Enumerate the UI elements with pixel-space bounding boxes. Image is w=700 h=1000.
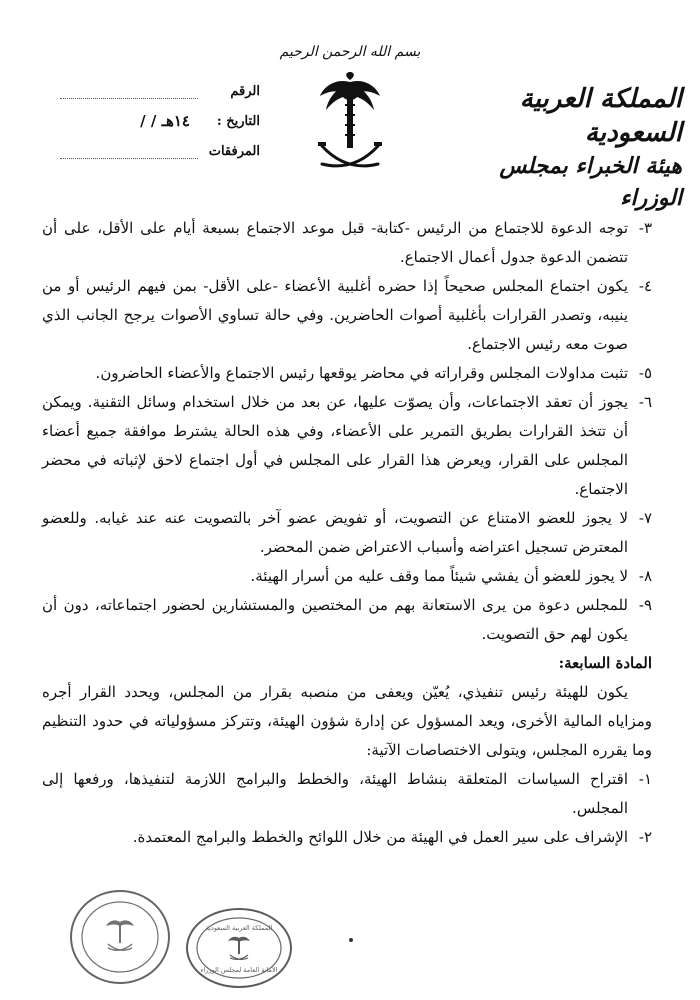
list-item: ٦- يجوز أن تعقد الاجتماعات، وأن يصوّت عليها، عن بعد من خلال استخدام وسائل التقنية. ويمكن أن تتخذ القرارات بطريق التمرير على الأعضاء، وفي هذه الحالة يشترط موافقة جميع أعضاء المجلس على القرار، ويعرض هذا القرار على المجلس في أول اجتماع لاحق لإثباته في محضر الاجتماع. bbox=[42, 393, 652, 498]
org-line-2: هيئة الخبراء بمجلس الوزراء bbox=[499, 153, 682, 211]
list-item: ٤- يكون اجتماع المجلس صحيحاً إذا حضره أغلبية الأعضاء -على الأقل- بمن فيهم الرئيس أو من ينيبه، وتصدر القرارات بأغلبية أصوات الحاضرين. وفي حالة تساوي الأصوات يرجح الجانب الذي صوت معه رئيس الاجتماع. bbox=[42, 277, 652, 353]
official-seal-icon bbox=[70, 890, 170, 984]
organization-name bbox=[442, 82, 682, 214]
stamp-text-top: المملكة العربية السعودية bbox=[205, 924, 273, 932]
list-item: ٧- لا يجوز للعضو الامتناع عن التصويت، أو تفويض عضو آخر بالتصويت عنه عند غيابه. وللعضو المعترض تسجيل اعتراضه وأسباب الاعتراض ضمن المحضر. bbox=[42, 509, 652, 556]
stamp-text-bottom: الأمانة العامة لمجلس الوزراء bbox=[200, 966, 278, 974]
article-heading: المادة السابعة: bbox=[558, 654, 652, 672]
list-item: ٣- توجه الدعوة للاجتماع من الرئيس -كتابة- قبل موعد الاجتماع بسبعة أيام على الأقل، على أن تتضمن الدعوة جدول أعمال الاجتماع. bbox=[42, 219, 652, 266]
list-item: ٩- للمجلس دعوة من يرى الاستعانة بهم من المختصين والمستشارين لحضور اجتماعاته، دون أن يكون لهم حق التصويت. bbox=[42, 596, 652, 643]
page-mark bbox=[349, 938, 353, 942]
list-item: ٨- لا يجوز للعضو أن يفشي شيئاً مما وقف عليه من أسرار الهيئة. bbox=[250, 567, 652, 585]
article-intro: يكون للهيئة رئيس تنفيذي، يُعيّن ويعفى من منصبه بقرار من المجلس، ويحدد القرار أجره ومزاياه المالية الأخرى، ويعد المسؤول عن إدارة شؤون الهيئة، وتتركز مسؤولياته في حدود التنظيم وما يقرره المجلس، ويتولى الاختصاصات الآتية: bbox=[42, 683, 652, 759]
date-value: / / ١٤هـ bbox=[140, 112, 190, 130]
basmala: بسم الله الرحمن الرحيم bbox=[279, 44, 421, 60]
attachments-line bbox=[60, 158, 198, 159]
org-line-1: المملكة العربية السعودية bbox=[519, 84, 682, 148]
attachments-row bbox=[30, 144, 260, 174]
ref-row bbox=[30, 84, 260, 114]
date-row bbox=[30, 114, 260, 144]
document-meta bbox=[30, 84, 260, 174]
document-body bbox=[42, 214, 652, 852]
secretariat-seal-icon bbox=[186, 908, 292, 988]
attachments-label: المرفقات bbox=[208, 144, 260, 159]
saudi-emblem-icon bbox=[316, 72, 384, 180]
list-item: ٥- تثبت مداولات المجلس وقراراته في محاضر يوقعها رئيس الاجتماع والأعضاء الحاضرون. bbox=[95, 364, 652, 382]
ref-label: الرقم bbox=[230, 84, 260, 99]
list-item: ١- اقتراح السياسات المتعلقة بنشاط الهيئة، والخطط والبرامج اللازمة لتنفيذها، ورفعها إلى المجلس. bbox=[42, 770, 652, 817]
ref-line bbox=[60, 98, 198, 99]
list-item: ٢- الإشراف على سير العمل في الهيئة من خلال اللوائح والخطط والبرامج المعتمدة. bbox=[132, 828, 652, 846]
date-label: التاريخ : bbox=[216, 114, 260, 129]
